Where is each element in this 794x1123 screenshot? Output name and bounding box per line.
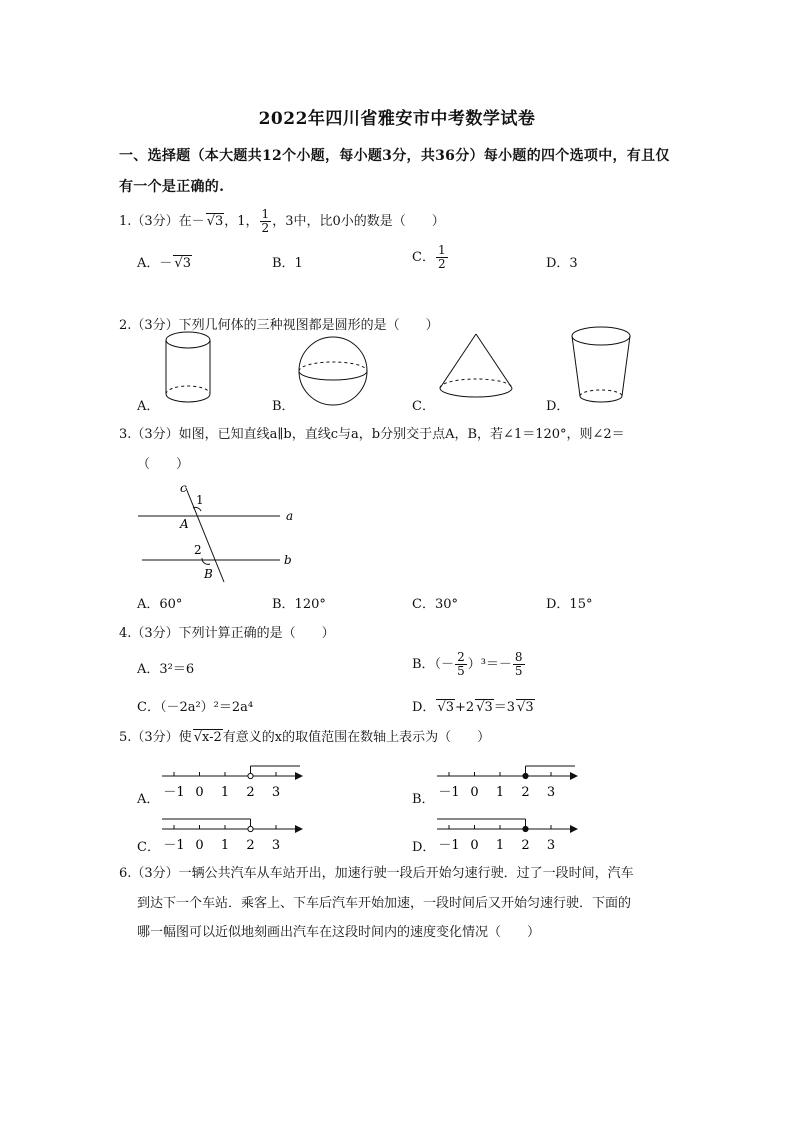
- q5-option-d[interactable]: D．: [412, 840, 436, 855]
- number-line-d: [435, 815, 585, 855]
- question-2-stem: 2.（3分）下列几何体的三种视图都是圆形的是（ ）: [119, 318, 439, 333]
- tick-label: 2: [521, 785, 530, 800]
- q1-option-b[interactable]: B．1: [272, 256, 303, 271]
- tick-label: 1: [220, 838, 230, 853]
- q2-option-a[interactable]: A．: [137, 399, 160, 414]
- fraction-one-half: $\frac{1}{2}$: [261, 207, 270, 235]
- label-b: b: [284, 553, 292, 567]
- sqrt-x-minus-2: √x-2: [193, 730, 222, 745]
- q3-option-b[interactable]: B．120°: [272, 597, 326, 612]
- sphere-figure: [297, 335, 369, 407]
- tick-label: －1: [163, 785, 185, 800]
- number-line-c: [160, 815, 310, 855]
- section-heading-line1: 一、选择题（本大题共12个小题，每小题3分，共36分）每小题的四个选项中，有且仅: [119, 148, 670, 164]
- tick-label: 1: [220, 785, 230, 800]
- label-a: a: [286, 509, 294, 523]
- sqrt-3: √3: [206, 214, 224, 229]
- tick-label: －1: [438, 785, 460, 800]
- cone-figure: [438, 332, 514, 402]
- question-6-line3: 哪一幅图可以近似地刻画出汽车在这段时间内的速度变化情况（ ）: [137, 925, 541, 940]
- tick-label: 3: [271, 785, 281, 800]
- tick-label: －1: [438, 838, 460, 853]
- q5-option-c[interactable]: C．: [137, 840, 160, 855]
- q4-option-d[interactable]: D． √3+2 √3＝3 √3: [412, 700, 534, 715]
- tick-label: 0: [195, 838, 204, 853]
- tick-label: 3: [546, 838, 556, 853]
- label-B: B: [204, 567, 213, 581]
- tick-label: 2: [246, 785, 255, 800]
- q4-option-c[interactable]: C．（－2a²）²＝2a⁴: [137, 700, 254, 715]
- q3-option-c[interactable]: C．30°: [412, 597, 458, 612]
- section-heading-line2: 有一个是正确的.: [119, 179, 225, 195]
- question-6-line2: 到达下一个车站．乘客上、下车后汽车开始加速，一段时间后又开始匀速行驶．下面的: [137, 896, 632, 911]
- q2-option-d[interactable]: D．: [546, 399, 570, 414]
- tick-label: 2: [521, 838, 530, 853]
- q1-option-d[interactable]: D．3: [546, 256, 578, 271]
- q4-option-a[interactable]: A．3²＝6: [137, 662, 195, 677]
- number-line-b: [435, 762, 585, 802]
- tick-label: 0: [470, 838, 479, 853]
- frustum-cup-figure: [570, 324, 632, 408]
- tick-label: 3: [271, 838, 281, 853]
- question-5-stem: 5.（3分）使 √x-2有意义的x的取值范围在数轴上表示为（ ）: [119, 730, 491, 745]
- tick-label: 0: [470, 785, 479, 800]
- q1-option-c[interactable]: C． $\frac{1}{2}$: [412, 243, 446, 271]
- number-line-a: [160, 762, 310, 802]
- question-6-line1: 6.（3分）一辆公共汽车从车站开出，加速行驶一段后开始匀速行驶．过了一段时间，汽车: [119, 866, 634, 881]
- tick-label: 3: [546, 785, 556, 800]
- tick-label: －1: [163, 838, 185, 853]
- tick-label: 1: [495, 838, 505, 853]
- q2-option-c[interactable]: C．: [412, 399, 435, 414]
- q5-option-b[interactable]: B．: [412, 792, 435, 807]
- q5-option-a[interactable]: A．: [137, 792, 160, 807]
- q1-option-a[interactable]: A．－ √3: [137, 256, 191, 271]
- label-angle-2: 2: [194, 543, 202, 557]
- question-3-stem-line1: 3.（3分）如图，已知直线a∥b，直线c与a，b分别交于点A，B，若∠1＝120°，则∠2＝: [119, 427, 625, 442]
- question-3-stem-line2: （ ）: [137, 457, 190, 472]
- label-angle-1: 1: [196, 493, 204, 507]
- tick-label: 2: [246, 838, 255, 853]
- cylinder-figure: [160, 330, 216, 406]
- label-c: c: [180, 481, 187, 495]
- parallel-lines-figure: [130, 478, 310, 588]
- question-4-stem: 4.（3分）下列计算正确的是（ ）: [119, 626, 335, 641]
- q2-option-b[interactable]: B．: [272, 399, 295, 414]
- page-title: 2022年四川省雅安市中考数学试卷: [258, 109, 536, 129]
- q3-option-a[interactable]: A．60°: [137, 597, 183, 612]
- tick-label: 0: [195, 785, 204, 800]
- q3-option-d[interactable]: D．15°: [546, 597, 593, 612]
- q4-option-b[interactable]: B．（－ $\frac{2}{5}$ ）³＝－ $\frac{8}{5}$: [412, 650, 523, 678]
- label-A: A: [180, 517, 189, 531]
- question-1-stem: 1.（3分）在－ √3，1， $\frac{1}{2}$ ，3中，比0小的数是（ ）: [119, 207, 445, 235]
- tick-label: 1: [495, 785, 505, 800]
